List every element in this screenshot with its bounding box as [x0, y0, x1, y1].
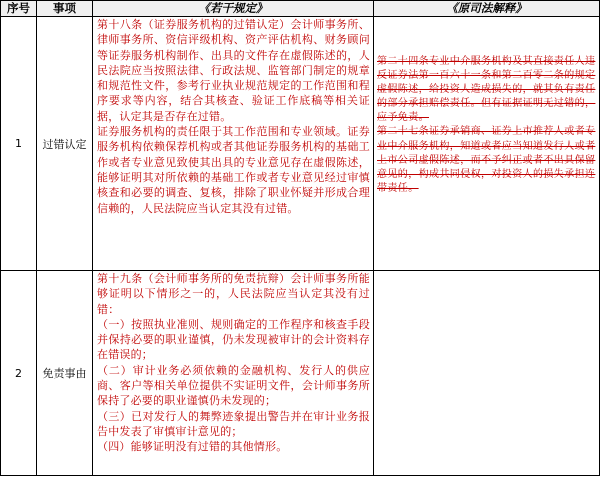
- row-item: 过错认定: [37, 17, 93, 271]
- row-seq: 1: [1, 17, 37, 271]
- table-row: [1, 17, 600, 271]
- header-row: [1, 1, 600, 17]
- row-seq: 2: [1, 271, 37, 476]
- rule-paragraph: （二）审计业务必须依赖的金融机构、发行人的供应商、客户等相关单位提供不实证明文件，会计师事务所保持了必要的职业谨慎仍未发现的；: [97, 363, 370, 408]
- table-row: [1, 271, 600, 476]
- rule-paragraph: （一）按照执业准则、规则确定的工作程序和核查手段并保持必要的职业谨慎，仍未发现被审计的会计资料存在错误的；: [97, 317, 370, 362]
- interpretation-cell: [374, 17, 600, 271]
- header-rules: 《若干规定》: [93, 1, 374, 17]
- rules-cell: [93, 271, 374, 476]
- row-item: 免责事由: [37, 271, 93, 476]
- rule-paragraph: 证券服务机构的责任限于其工作范围和专业领域。证券服务机构依赖保荐机构或者其他证券服务机构的基础工作或者专业意见致使其出具的专业意见存在虚假陈述，能够证明其对所依赖的基础工作或者专业意见经过审慎核查和必要的调查、复核，排除了职业怀疑并形成合理信赖的，人民法院应当认定其没有过错。: [97, 125, 370, 215]
- header-interpretation: 《原司法解释》: [374, 1, 600, 17]
- rule-paragraph: 第十八条（证券服务机构的过错认定）会计师事务所、律师事务所、资信评级机构、资产评估机构、财务顾问等证券服务机构制作、出具的文件存在虚假陈述的，人民法院应当按照法律、行政法规、监管部门制定的规章和规范性文件，参考行业执业规范规定的工作范围和程序要求等内容，结合其核查、验证工作底稿等相关证据，认定其是否存在过错。: [97, 18, 370, 123]
- interpretation-paragraph: 第二十四条专业中介服务机构及其直接责任人违反证券法第一百六十一条和第二百零二条的规定虚假陈述，给投资人造成损失的，就其负有责任的部分承担赔偿责任。但有证据证明无过错的，应予免责。: [377, 56, 596, 124]
- header-seq: 序号: [1, 1, 37, 17]
- interpretation-cell: [374, 271, 600, 476]
- rule-paragraph: （三）已对发行人的舞弊迹象提出警告并在审计业务报告中发表了审慎审计意见的；: [97, 409, 370, 438]
- interpretation-paragraph: 第二十七条证券承销商、证券上市推荐人或者专业中介服务机构，知道或者应当知道发行人或者上市公司虚假陈述，而不予纠正或者不出具保留意见的，构成共同侵权，对投资人的损失承担连带责任。: [377, 126, 596, 194]
- rule-paragraph: 第十九条（会计师事务所的免责抗辩）会计师事务所能够证明以下情形之一的，人民法院应当认定其没有过错：: [97, 272, 370, 316]
- rule-paragraph: （四）能够证明没有过错的其他情形。: [97, 440, 288, 454]
- header-item: 事项: [37, 1, 93, 17]
- rules-cell: [93, 17, 374, 271]
